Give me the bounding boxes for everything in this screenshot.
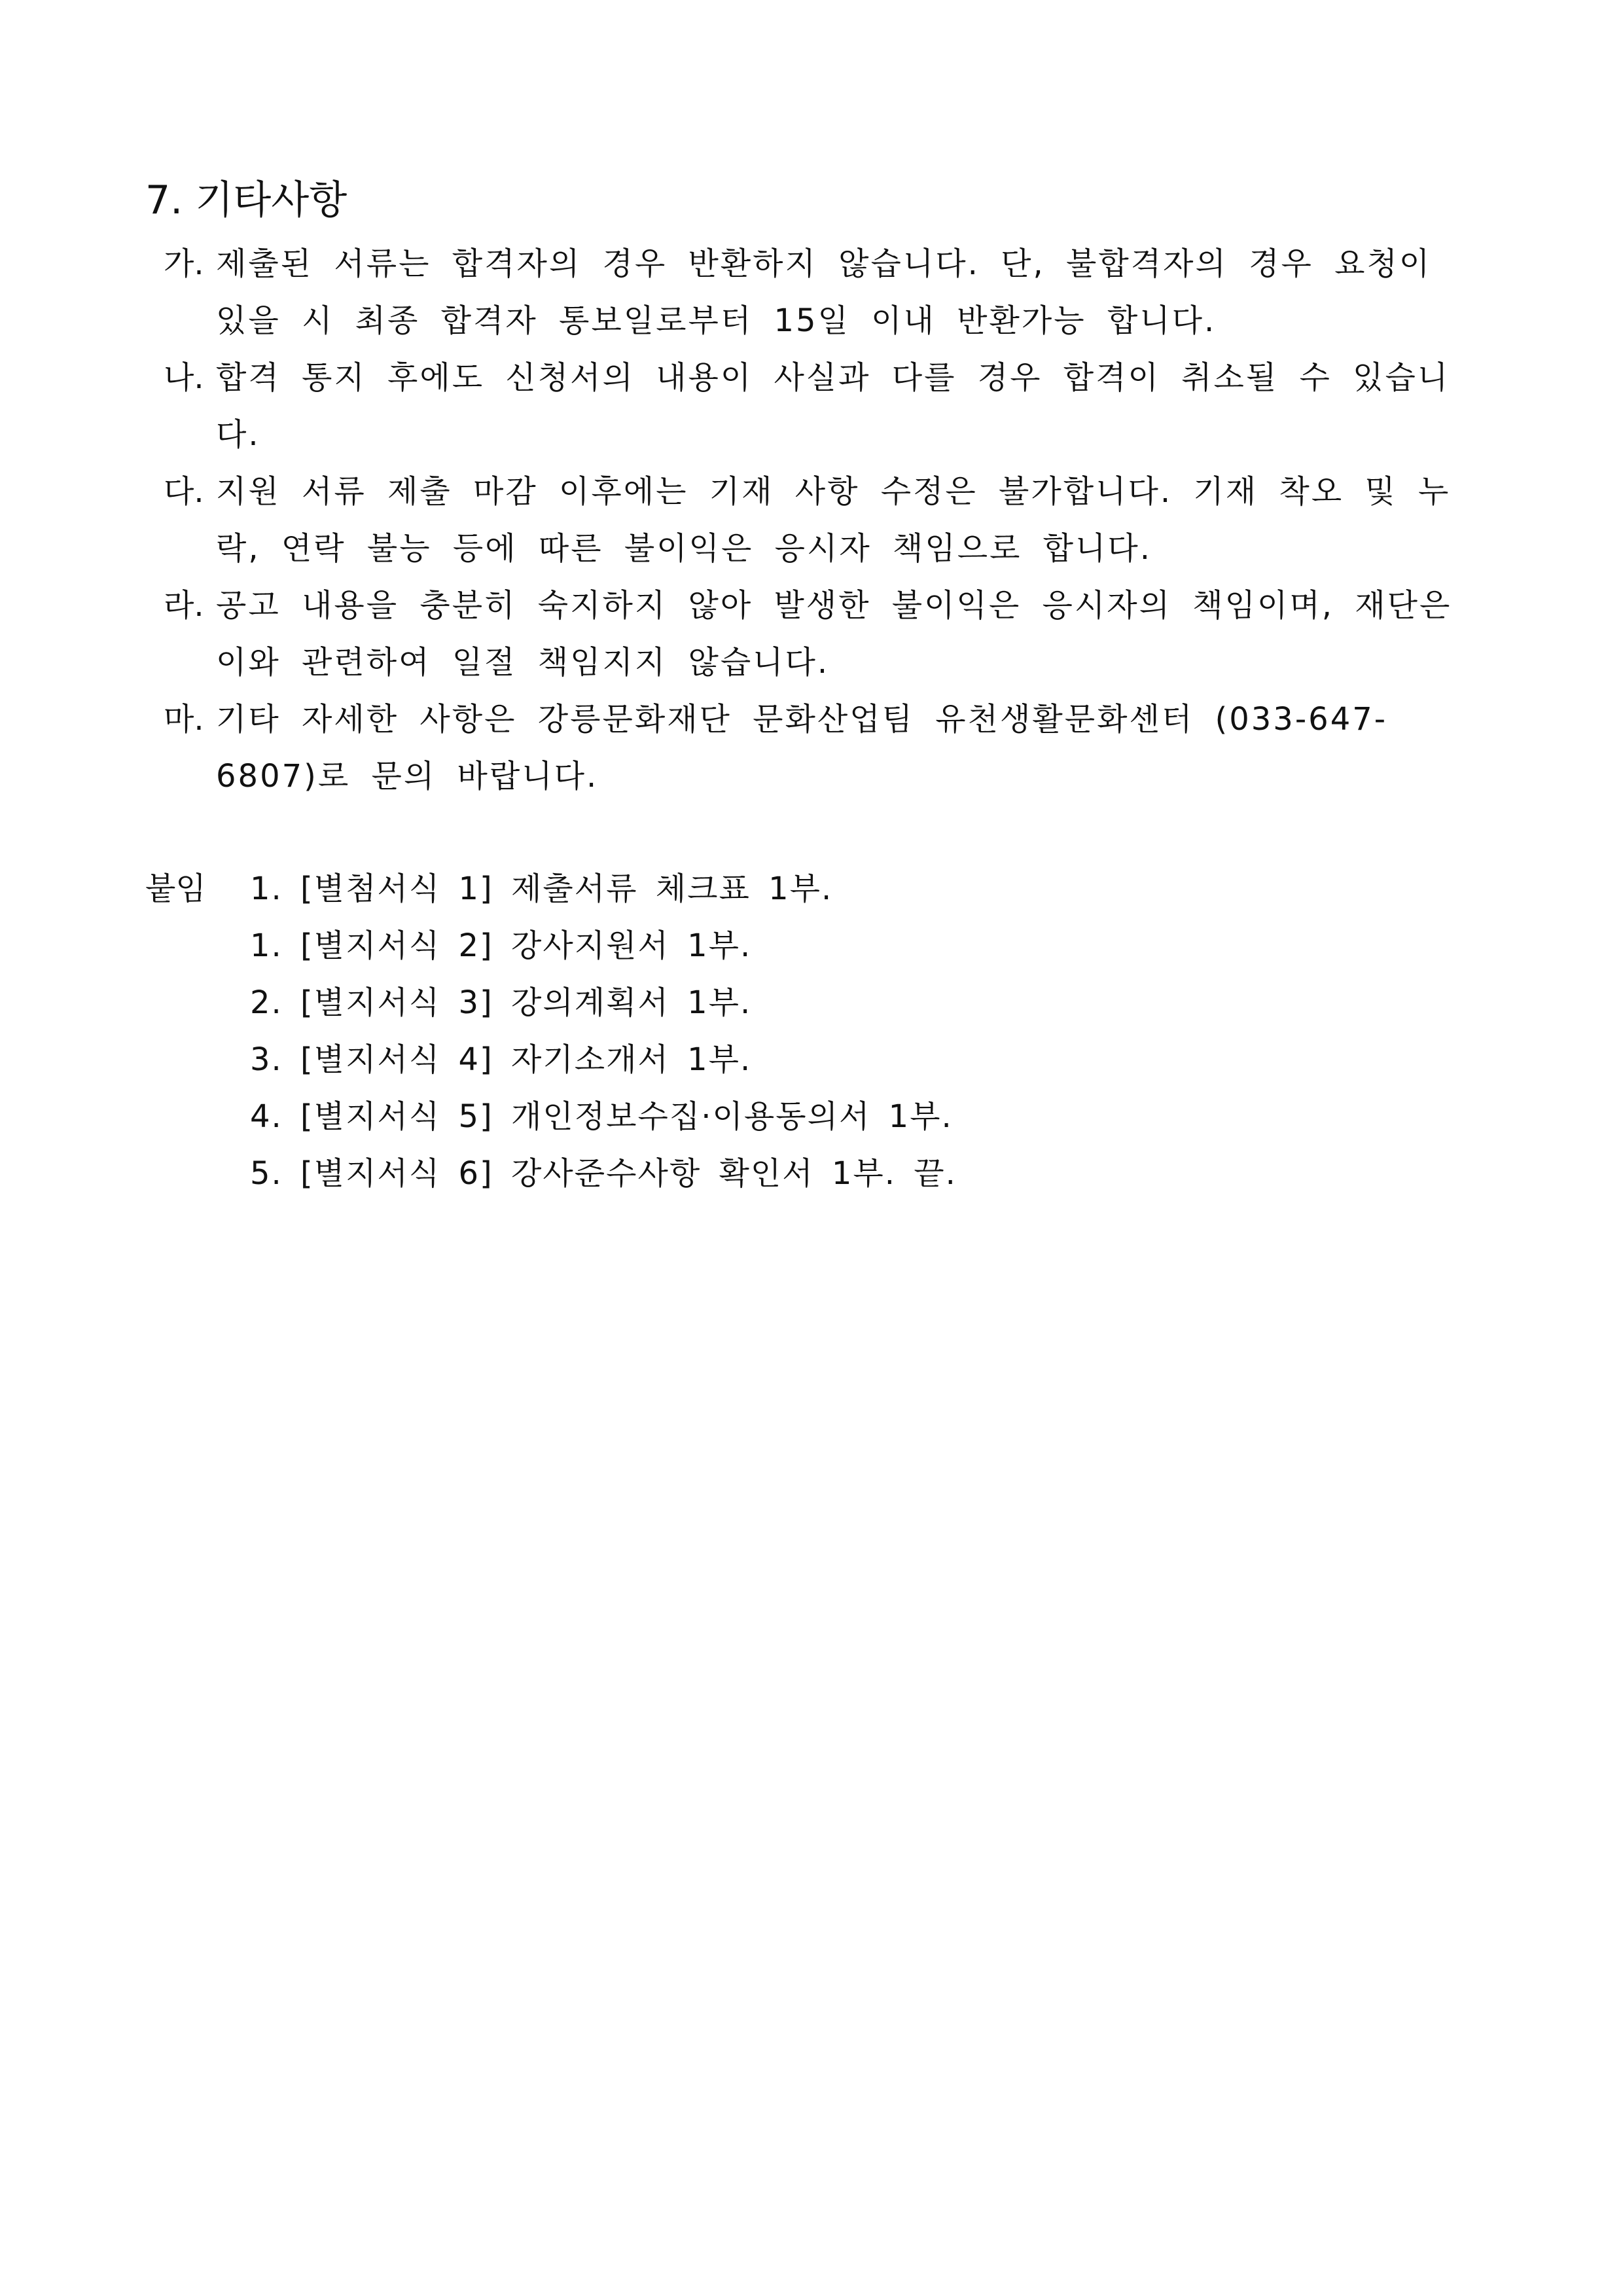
section-title: 7. 기타사항: [145, 177, 348, 223]
notice-item-na: [164, 350, 1459, 463]
attachment-item: 4. [별지서식 5] 개인정보수집·이용동의서 1부.: [250, 1098, 953, 1135]
attachments-block: [145, 861, 957, 1202]
notice-item-ra: [164, 577, 1459, 691]
attachment-item: 3. [별지서식 4] 자기소개서 1부.: [250, 1041, 752, 1078]
notice-item-ma: [164, 691, 1459, 805]
attachment-item: 2. [별지서식 3] 강의계획서 1부.: [250, 984, 752, 1021]
notice-item-marker: 마.: [164, 701, 204, 738]
notice-item-text: 기타 자세한 사항은 강릉문화재단 문화산업팀 유천생활문화센터 (033-647-6807)로 문의 바랍니다.: [216, 701, 1388, 795]
notice-list: [164, 236, 1459, 805]
attachments-list: [250, 861, 957, 1202]
notice-item-marker: 가.: [164, 245, 204, 282]
attachment-item: 1. [별지서식 2] 강사지원서 1부.: [250, 927, 752, 964]
notice-item-text: 합격 통지 후에도 신청서의 내용이 사실과 다를 경우 합격이 취소될 수 있습니다.: [216, 359, 1450, 453]
notice-item-text: 공고 내용을 충분히 숙지하지 않아 발생한 불이익은 응시자의 책임이며, 재단은 이와 관련하여 일절 책임지지 않습니다.: [216, 587, 1452, 681]
notice-item-marker: 라.: [164, 587, 204, 624]
notice-item-text: 지원 서류 제출 마감 이후에는 기재 사항 수정은 불가합니다. 기재 착오 및 누락, 연락 불능 등에 따른 불이익은 응시자 책임으로 합니다.: [216, 473, 1451, 567]
notice-item-text: 제출된 서류는 합격자의 경우 반환하지 않습니다. 단, 불합격자의 경우 요청이 있을 시 최종 합격자 통보일로부터 15일 이내 반환가능 합니다.: [216, 245, 1432, 339]
notice-item-ga: [164, 236, 1459, 350]
notice-item-marker: 다.: [164, 473, 204, 510]
attachments-label: 붙임: [145, 870, 206, 907]
attachment-item: 5. [별지서식 6] 강사준수사항 확인서 1부. 끝.: [250, 1155, 957, 1192]
attachment-item: 1. [별첨서식 1] 제출서류 체크표 1부.: [250, 870, 833, 907]
notice-item-da: [164, 463, 1459, 577]
notice-item-marker: 나.: [164, 359, 204, 396]
